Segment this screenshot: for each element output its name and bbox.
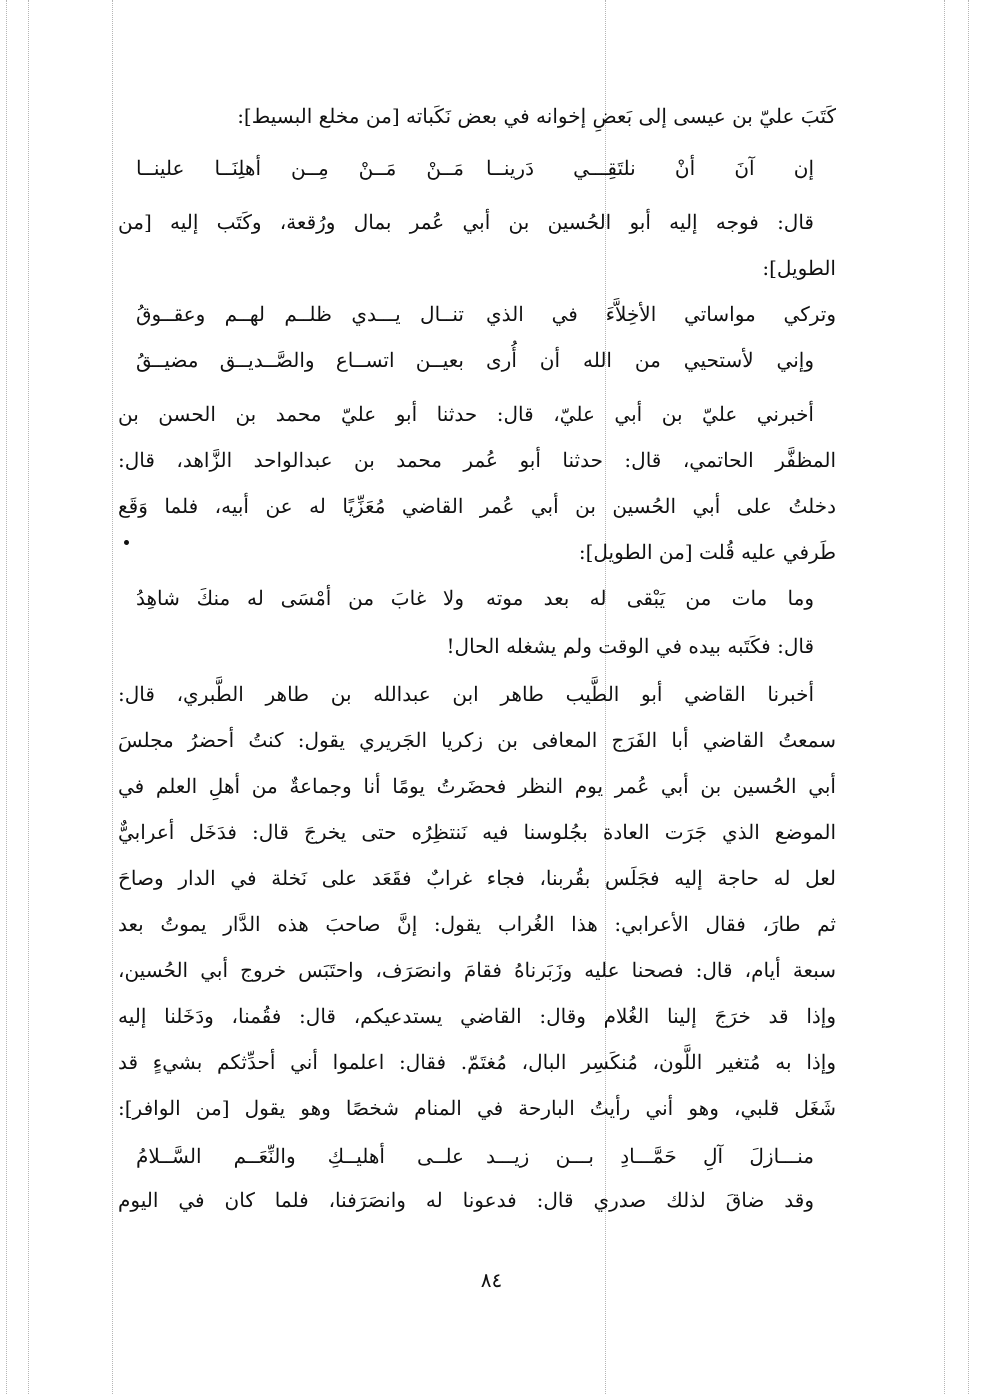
text-line: أخبرني عليّ بن أبي عليّ، قال: حدثنا أبو عليّ محمد بن الحسن بن: [118, 402, 814, 426]
margin-guide-line: [28, 0, 29, 1394]
verse: [118, 578, 836, 618]
verse-first-hemistich: إن آنَ أنْ نلتَقِـــي دَرينــا: [486, 156, 814, 180]
text-line: قال: فكَتَبه بيده في الوقت ولم يشغله الحال!: [446, 634, 814, 658]
text-line: شَغَل قلبي، وهو أني رأيتُ البارحة في المنام شخصًا وهو يقول [من الوافر]:: [118, 1096, 836, 1120]
text-line: قال: فوجه إليه أبو الحُسين بن أبي عُمر بمال ورُقعة، وكَتَب إليه [من: [118, 210, 814, 234]
text-line: الموضع الذي جَرَت العادة بجُلوسنا فيه نَنتظِرُه حتى يخرجَ قال: فدَخَل أعرابيٌّ: [118, 820, 836, 844]
verse: [118, 148, 836, 188]
margin-guide-line: [6, 0, 7, 1394]
verse-second-hemistich: ولا غابَ من أمْسَى له منكَ شاهِدُ: [136, 586, 464, 610]
text-line: لعل له حاجة إليه فجَلَس بقُربنا، فجاء غرابٌ فقَعَد على نَخلة في الدار وصاحَ: [118, 866, 836, 890]
page-number: ٨٤: [480, 1268, 503, 1292]
text-line: وإذا قد خرَجَ إلينا الغُلام وقال: القاضي يستدعيكم، قال: فقُمنا، ودَخَلنا إليه: [118, 1004, 836, 1028]
text-line: دخلتُ على أبي الحُسين بن أبي عُمر القاضي مُعَزِّيًا له عن أبيه، فلما وَقَع: [118, 494, 836, 518]
margin-guide-line: [968, 0, 969, 1394]
text-line: ثم طارَ، فقال الأعرابي: هذا الغُراب يقول: إنَّ صاحبَ هذه الدَّار يموتُ بعد: [118, 912, 836, 936]
text-line: المظفَّر الحاتمي، قال: حدثنا أبو عُمر محمد بن عبدالواحد الزَّاهد، قال:: [118, 448, 836, 472]
text-line: سبعة أيام، قال: فصحنا عليه وزَبَرناهُ فقامَ وانصَرَف، واحتَبَس خروج أبي الحُسين،: [118, 958, 836, 982]
text-line: الطويل]:: [762, 256, 836, 280]
verse: [118, 1136, 836, 1176]
text-line: وإذا به مُتغير اللَّون، مُنكَسِر البال، مُغتَمّ. فقال: اعلموا أني أحدِّثكم بشيءٍ قد: [118, 1050, 836, 1074]
text-line: أخبرنا القاضي أبو الطَّيب طاهر ابن عبدالله بن طاهر الطَّبري، قال:: [118, 682, 814, 706]
margin-guide-line: [944, 0, 945, 1394]
verse-second-hemistich: مَــنْ مَــنْ مِــن أهلِنَــا علينــا: [136, 156, 464, 180]
verse-first-hemistich: وتركي مواساتي الأخِلاَّءَ في الذي: [486, 302, 836, 326]
verse-first-hemistich: منـــازلَ آلِ حَمَّـــادِ بـــن زيـــد: [486, 1144, 814, 1168]
text-line: سمعتُ القاضي أبا الفَرَج المعافى بن زكريا الجَريري يقول: كنتُ أحضرُ مجلسَ: [118, 728, 836, 752]
verse-second-hemistich: علــى أهليــكِ والنِّعَــم السَّــلامُ: [136, 1144, 464, 1168]
text-line: وقد ضاقَ لذلك صدري قال: فدعونا له وانصَرَفنا، فلما كان في اليوم: [118, 1188, 814, 1212]
margin-guide-line: [112, 0, 113, 1394]
verse: [118, 340, 836, 380]
verse-first-hemistich: وإني لأستحيي من الله أن أُرى: [486, 348, 814, 372]
text-line: أبي الحُسين بن أبي عُمر يوم النظر فحضَرتُ يومًا أنا وجماعةٌ من أهلِ العلم في: [118, 774, 836, 798]
verse: [118, 294, 836, 334]
text-line: طَرفي عليه قُلت [من الطويل]:: [578, 540, 836, 564]
verse-first-hemistich: وما مات من يَبْقى له بعد موته: [486, 586, 814, 610]
verse-second-hemistich: بعيــن اتســاع والصَّــديــق مضيــقُ: [136, 348, 464, 372]
verse-second-hemistich: تنــال يـــدي ظلــم لهــم وعقــوقُ: [136, 302, 464, 326]
text-line: كَتَبَ عليّ بن عيسى إلى بَعضِ إخوانه في بعض نَكَباته [من مخلع البسيط]:: [237, 104, 836, 128]
